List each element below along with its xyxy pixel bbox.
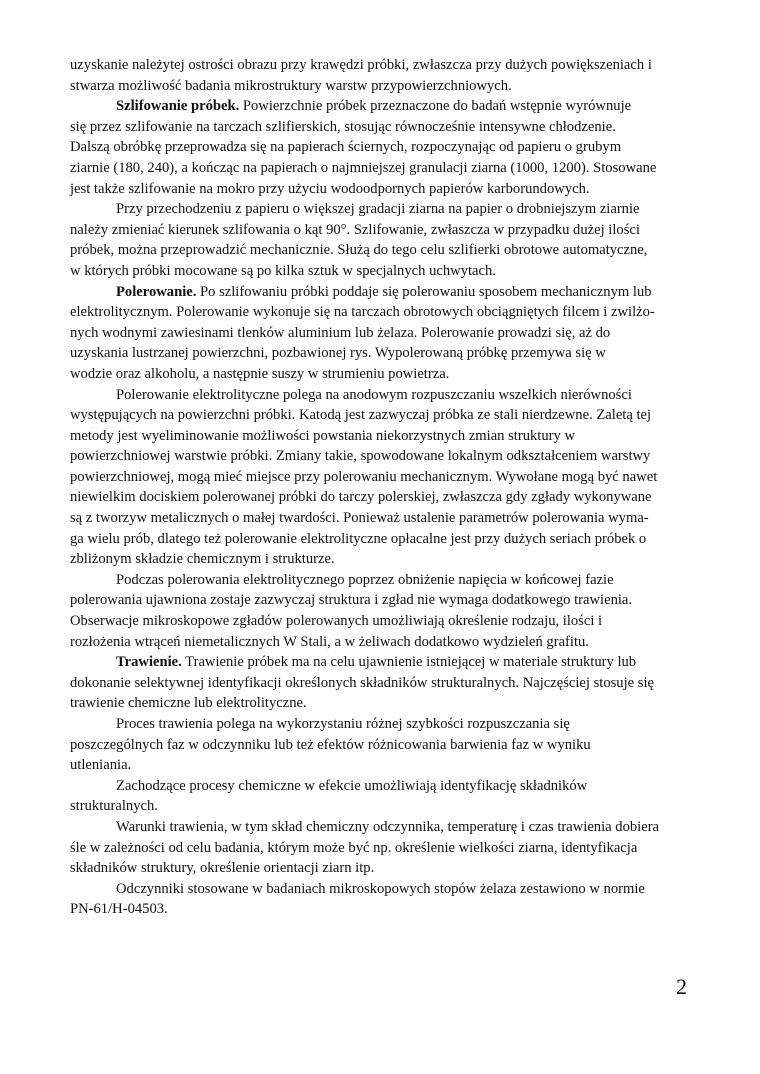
text-line: dokonanie selektywnej identyfikacji określonych składników strukturalnych. Najczęściej stosuje się (70, 674, 654, 691)
text-line: elektrolitycznym. Polerowanie wykonuje się na tarczach obrotowych obciągniętych filcem i zwilżo- (70, 304, 655, 321)
text-line: stwarza możliwość badania mikrostruktury warstw przypowierzchniowych. (70, 77, 512, 94)
text-line: strukturalnych. (70, 798, 158, 815)
text-line: jest także szlifowanie na mokro przy użyciu wodoodpornych papierów karborundowych. (70, 180, 590, 197)
text-line: Zachodzące procesy chemiczne w efekcie umożliwiają identyfikację składników (116, 777, 588, 794)
paragraph-polerowanie (70, 282, 690, 385)
text-line: w których próbki mocowane są po kilka sztuk w specjalnych uchwytach. (70, 262, 496, 279)
paragraph-gradacja (70, 199, 690, 281)
text-line: się przez szlifowanie na tarczach szlifierskich, stosując równocześnie intensywne chłodzenie. (70, 118, 616, 135)
paragraph-szlifowanie (70, 96, 690, 199)
section-heading-polerowanie: Polerowanie. (116, 283, 197, 300)
text-line: próbek, można przeprowadzić mechanicznie. Służą do tego celu szlifierki obrotowe automatyczne, (70, 242, 648, 259)
document-page (70, 55, 690, 920)
text-line: ga wielu prób, dlatego też polerowanie elektrolityczne opłacalne jest przy dużych seriach próbek o (70, 530, 647, 547)
paragraph-procesy-chemiczne (70, 776, 690, 817)
section-heading-trawienie: Trawienie. (116, 654, 182, 671)
text-line: są z tworzyw metalicznych o małej twardości. Ponieważ ustalenie parametrów polerowania wyma- (70, 510, 649, 527)
text-line: ziarnie (180, 240), a kończąc na papierach o najmniejszej granulacji ziarna (1000, 1200). Stosowane (70, 159, 657, 176)
text-line: poszczególnych faz w odczynniku lub też efektów różnicowania barwienia faz w wyniku (70, 736, 591, 753)
text-line: Trawienie próbek ma na celu ujawnienie istniejącej w materiale struktury lub (181, 654, 637, 671)
text-line: rozłożenia wtrąceń niemetalicznych W Stali, a w żeliwach dodatkowo wydzieleń grafitu. (70, 633, 589, 650)
text-line: zbliżonym składzie chemicznym i strukturze. (70, 551, 335, 568)
paragraph-warunki-trawienia (70, 817, 690, 879)
text-line: Po szlifowaniu próbki poddaje się polerowaniu sposobem mechanicznym lub (196, 283, 652, 300)
text-line: Powierzchnie próbek przeznaczone do badań wstępnie wyrównuje (239, 98, 632, 115)
paragraph-proces-trawienia (70, 714, 690, 776)
text-line: śle w zależności od celu badania, którym może być np. określenie wielkości ziarna, identyfikacja (70, 839, 638, 856)
text-line: Warunki trawienia, w tym skład chemiczny odczynnika, temperaturę i czas trawienia dobiera (116, 818, 660, 835)
paragraph-continuation (70, 55, 690, 96)
text-line: uzyskania lustrzanej powierzchni, pozbawionej rys. Wypolerowaną próbkę przemywa się w (70, 345, 606, 362)
text-line: polerowania ujawniona zostaje zazwyczaj struktura i zgład nie wymaga dodatkowego trawienia. (70, 592, 633, 609)
text-line: składników struktury, określenie orientacji ziarn itp. (70, 860, 375, 877)
section-heading-szlifowanie: Szlifowanie próbek. (116, 98, 240, 115)
text-line: uzyskanie należytej ostrości obrazu przy krawędzi próbki, zwłaszcza przy dużych powiększeniach i (70, 57, 652, 73)
paragraph-trawienie (70, 652, 690, 714)
text-line: Proces trawienia polega na wykorzystaniu różnej szybkości rozpuszczania się (116, 716, 570, 732)
text-line: Przy przechodzeniu z papieru o większej gradacji ziarna na papier o drobniejszym ziarnie (116, 201, 640, 218)
text-line: nych wodnymi zawiesinami tlenków aluminium lub żelaza. Polerowanie prowadzi się, aż do (70, 324, 611, 341)
text-line: trawienie chemiczne lub elektrolityczne. (70, 695, 307, 712)
text-line: Obserwacje mikroskopowe zgładów polerowanych umożliwiają określenie rodzaju, ilości i (70, 613, 603, 630)
text-line: metody jest wyeliminowanie możliwości powstania niekorzystnych zmian struktury w (70, 427, 576, 444)
text-line: Polerowanie elektrolityczne polega na anodowym rozpuszczaniu wszelkich nierówności (116, 386, 632, 403)
text-line: należy zmieniać kierunek szlifowania o kąt 90°. Szlifowanie, zwłaszcza w przypadku dużej ilości (70, 221, 640, 238)
page-number: 2 (676, 974, 687, 999)
text-line: występujących na powierzchni próbki. Katodą jest zazwyczaj próbka ze stali nierdzewne. Zaletą tej (70, 407, 652, 424)
paragraph-polerowanie-elektrolityczne (70, 385, 690, 570)
text-line: niewielkim dociskiem polerowanej próbki do tarczy polerskiej, zwłaszcza gdy zgłady wykonywane (70, 489, 652, 506)
text-line: Podczas polerowania elektrolitycznego poprzez obniżenie napięcia w końcowej fazie (116, 571, 614, 588)
text-line: powierzchniowej, mogą mieć miejsce przy polerowaniu mechanicznym. Wywołane mogą być nawet (70, 468, 658, 485)
text-line: powierzchniowej warstwie próbki. Zmiany takie, spowodowane lokalnym odkształceniem warstwy (70, 448, 651, 465)
paragraph-odczynniki (70, 879, 690, 920)
text-line: wodzie oraz alkoholu, a następnie suszy w strumieniu powietrza. (70, 365, 450, 382)
paragraph-napiecie (70, 570, 690, 652)
text-line: Dalszą obróbkę przeprowadza się na papierach ściernych, rozpoczynając od papieru o grubym (70, 139, 622, 156)
text-line: utleniania. (70, 757, 132, 774)
text-line: PN-61/H-04503. (70, 901, 168, 918)
text-line: Odczynniki stosowane w badaniach mikroskopowych stopów żelaza zestawiono w normie (116, 880, 645, 897)
